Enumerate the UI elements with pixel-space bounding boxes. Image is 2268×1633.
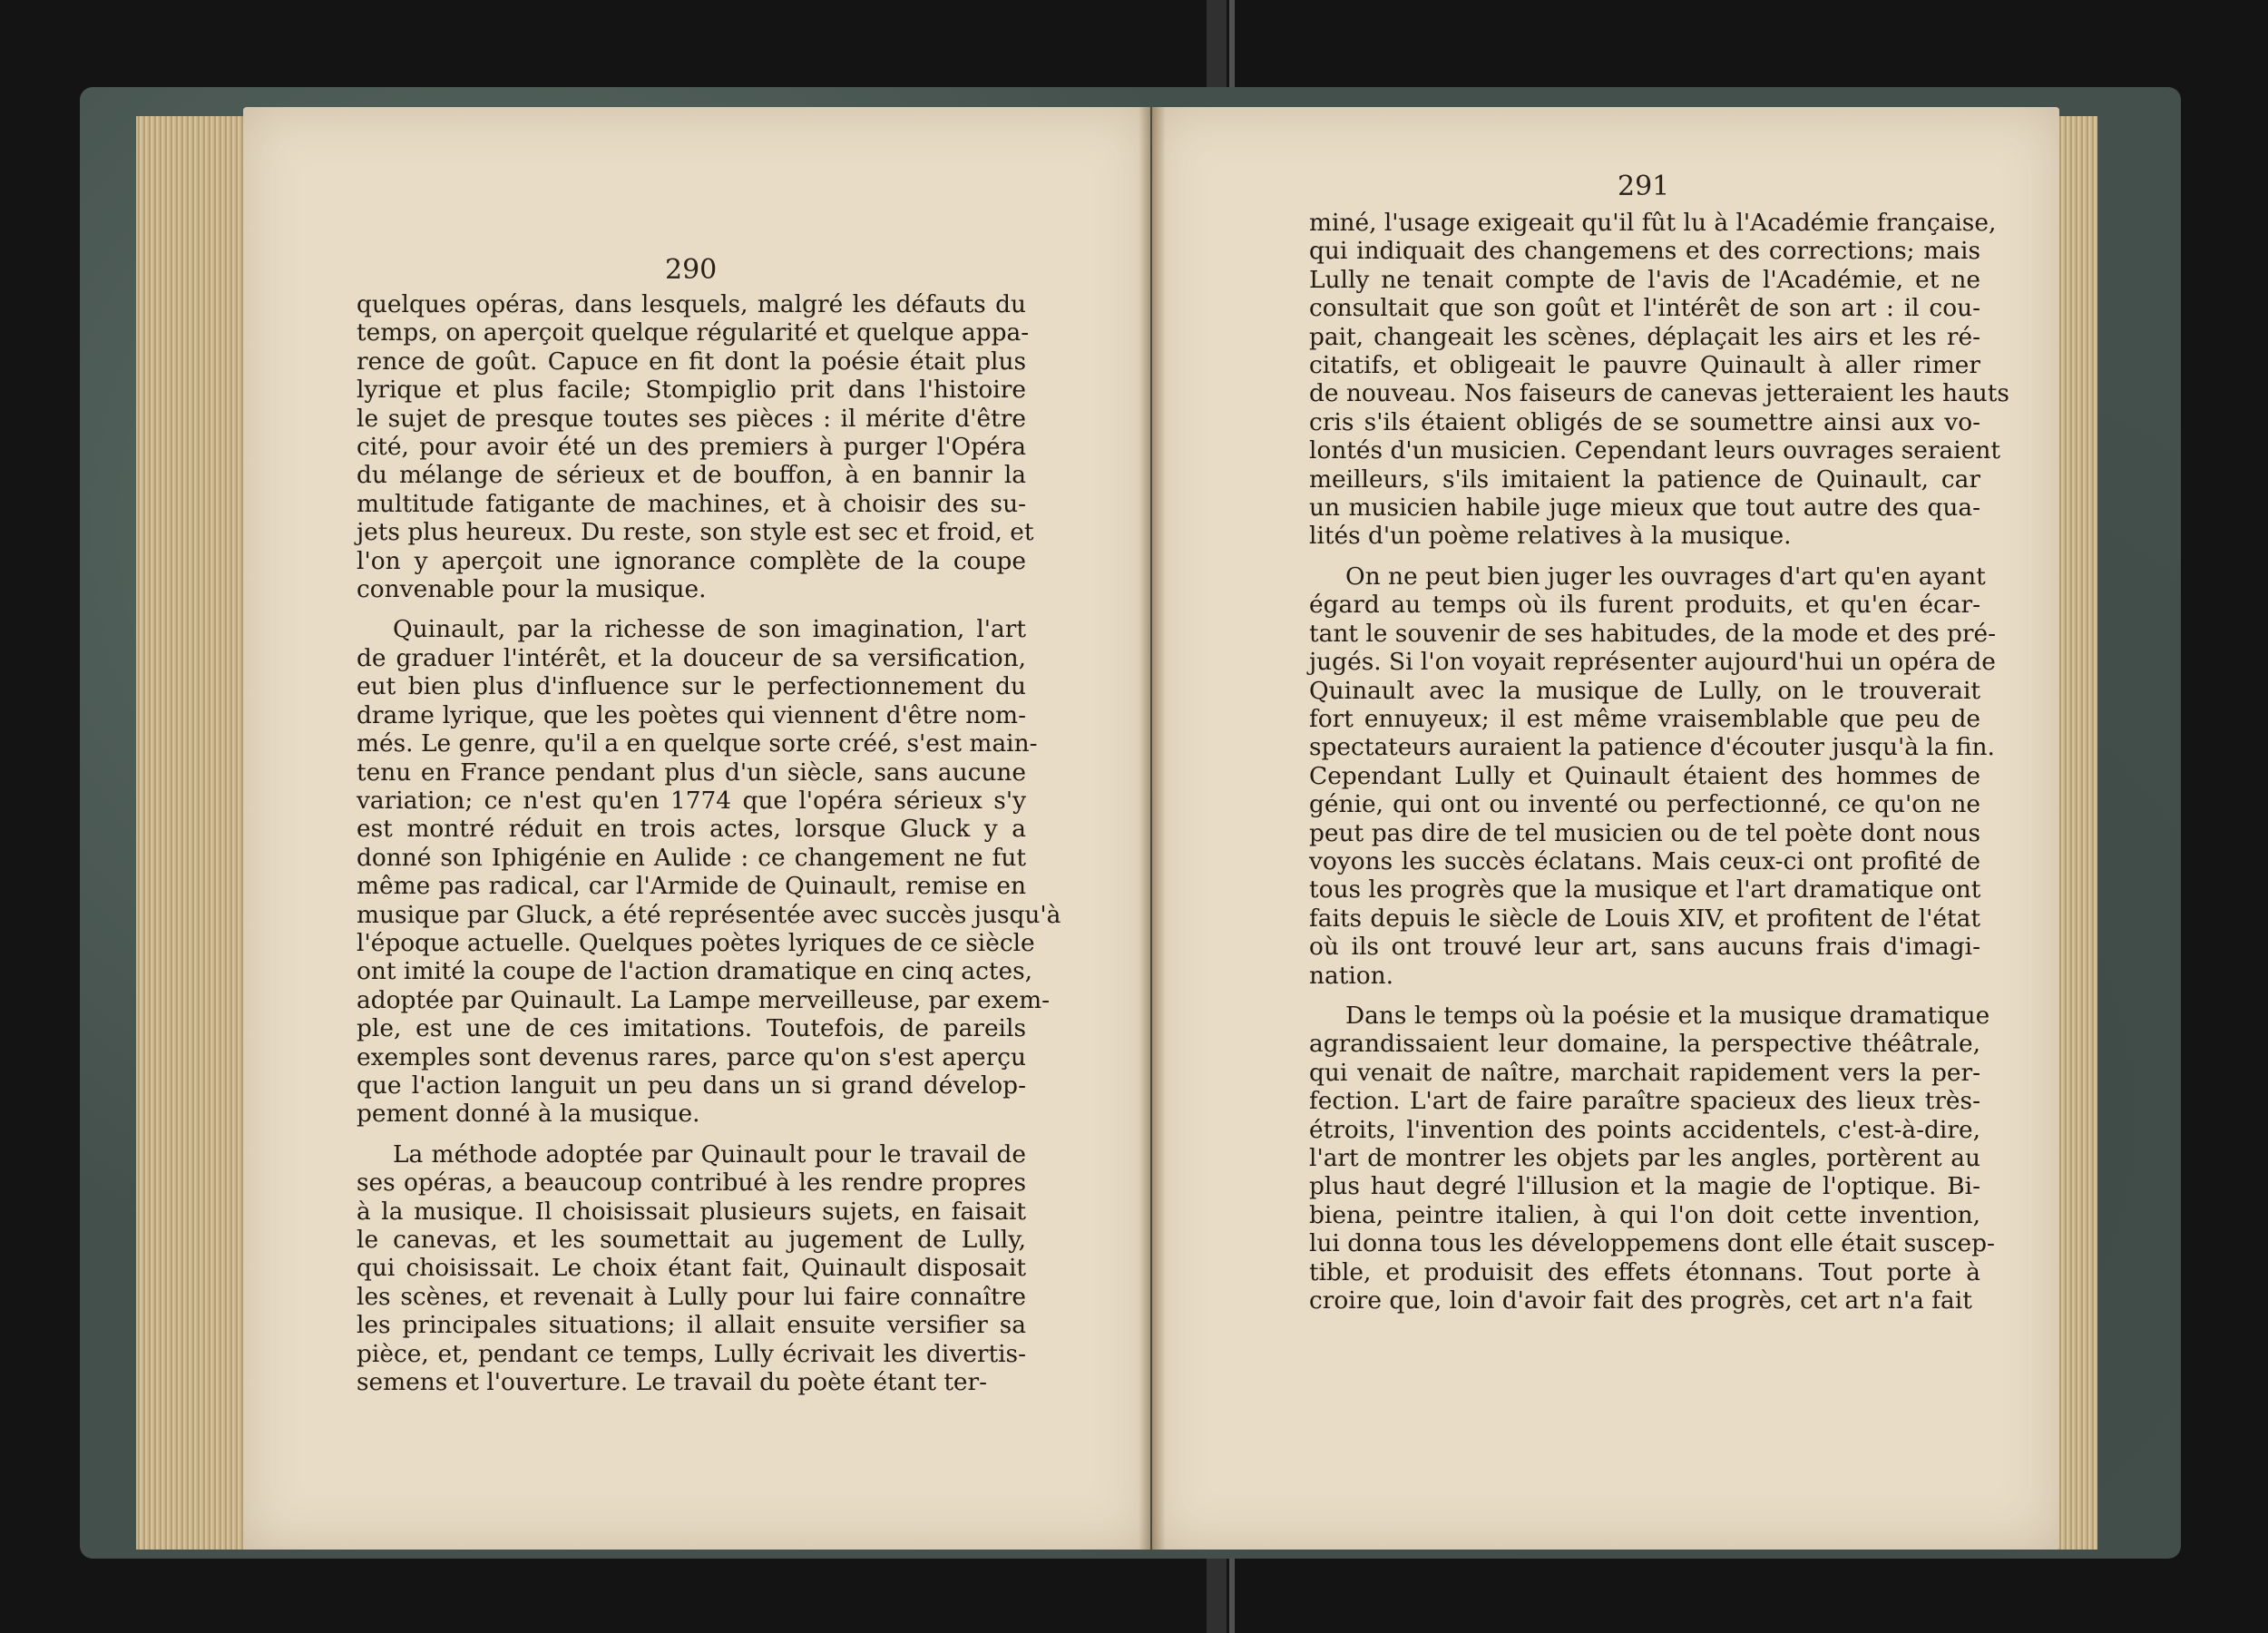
paragraph-gap bbox=[1309, 990, 1980, 1002]
text-line: tible, et produisit des effets étonnans. Tout porte à bbox=[1309, 1257, 1980, 1286]
left-page-number: 290 bbox=[665, 254, 718, 286]
text-line: un musicien habile juge mieux que tout autre des qua- bbox=[1309, 494, 1980, 523]
text-line: convenable pour la musique. bbox=[357, 575, 707, 604]
text-line: ont imité la coupe de l'action dramatique en cinq actes, bbox=[357, 957, 1033, 986]
text-line: cris s'ils étaient obligés de se soumettre ainsi aux vo- bbox=[1309, 407, 1980, 436]
text-line: quelques opéras, dans lesquels, malgré les défauts du bbox=[357, 290, 1026, 318]
text-line: croire que, loin d'avoir fait des progrès, cet art n'a fait bbox=[1309, 1286, 1972, 1315]
text-line: eut bien plus d'influence sur le perfectionnement du bbox=[357, 672, 1026, 701]
paragraph-gap bbox=[357, 603, 1026, 615]
text-line: peut pas dire de tel musicien ou de tel poète dont nous bbox=[1309, 818, 1980, 847]
text-line: le sujet de presque toutes ses pièces : il mérite d'être bbox=[357, 404, 1026, 433]
text-line: l'art de montrer les objets par les angles, portèrent au bbox=[1309, 1144, 1980, 1172]
text-line: étroits, l'invention des points accidentels, c'est-à-dire, bbox=[1309, 1115, 1980, 1144]
text-line: multitude fatigante de machines, et à choisir des su- bbox=[357, 489, 1026, 518]
text-line: de graduer l'intérêt, et la douceur de sa versification, bbox=[357, 643, 1026, 672]
text-line: temps, on aperçoit quelque régularité et quelque appa- bbox=[357, 318, 1030, 347]
text-line: de nouveau. Nos faiseurs de canevas jetteraient les hauts bbox=[1309, 379, 2009, 408]
text-line: l'on y aperçoit une ignorance complète de la coupe bbox=[357, 546, 1026, 575]
text-line: Dans le temps où la poésie et la musique dramatique bbox=[1345, 1001, 1990, 1030]
text-line: adoptée par Quinault. La Lampe merveilleuse, par exem- bbox=[357, 985, 1051, 1014]
paragraph bbox=[1309, 562, 1997, 990]
text-line: Lully ne tenait compte de l'avis de l'Académie, et ne bbox=[1309, 265, 1980, 294]
text-line: fection. L'art de faire paraître spacieux des lieux très- bbox=[1309, 1087, 1980, 1116]
text-line: où ils ont trouvé leur art, sans aucuns frais d'imagi- bbox=[1309, 933, 1980, 962]
text-line: cité, pour avoir été un des premiers à purger l'Opéra bbox=[357, 433, 1026, 462]
text-line: tous les progrès que la musique et l'art dramatique ont bbox=[1309, 875, 1981, 905]
text-line: Cependant Lully et Quinault étaient des hommes de bbox=[1309, 761, 1980, 790]
text-line: meilleurs, s'ils imitaient la patience de Quinault, car bbox=[1309, 464, 1980, 494]
text-line: voyons les succès éclatans. Mais ceux-ci ont profité de bbox=[1309, 846, 1980, 875]
text-line: à la musique. Il choisissait plusieurs sujets, en faisait bbox=[357, 1197, 1026, 1226]
paragraph bbox=[1309, 1001, 1995, 1315]
text-line: l'époque actuelle. Quelques poètes lyriques de ce siècle bbox=[357, 928, 1035, 957]
text-line: lontés d'un musicien. Cependant leurs ouvrages seraient bbox=[1309, 436, 2000, 465]
paragraph-gap bbox=[1309, 551, 1980, 562]
text-line: jets plus heureux. Du reste, son style est sec et froid, et bbox=[357, 518, 1034, 547]
text-line: plus haut degré l'illusion et la magie de l'optique. Bi- bbox=[1309, 1172, 1980, 1201]
text-line: semens et l'ouverture. Le travail du poète étant ter- bbox=[357, 1368, 988, 1397]
text-line: consultait que son goût et l'intérêt de son art : il cou- bbox=[1309, 294, 1980, 323]
text-line: égard au temps où ils furent produits, et qu'en écar- bbox=[1309, 591, 1980, 620]
text-line: spectateurs auraient la patience d'écouter jusqu'à la fin. bbox=[1309, 733, 1995, 762]
text-line: més. Le genre, qu'il a en quelque sorte créé, s'est main- bbox=[357, 729, 1038, 758]
text-line: exemples sont devenus rares, parce qu'on s'est aperçu bbox=[357, 1042, 1026, 1071]
text-line: est montré réduit en trois actes, lorsque Gluck y a bbox=[357, 815, 1026, 844]
text-line: variation; ce n'est qu'en 1774 que l'opéra sérieux s'y bbox=[357, 786, 1026, 815]
paragraph bbox=[357, 1140, 1026, 1397]
text-line: qui choisissait. Le choix étant fait, Quinault disposait bbox=[357, 1254, 1026, 1283]
text-line: drame lyrique, que les poètes qui viennent d'être nom- bbox=[357, 700, 1026, 729]
text-line: qui venait de naître, marchait rapidement vers la per- bbox=[1309, 1058, 1980, 1087]
paragraph bbox=[357, 615, 1061, 1129]
right-page-text bbox=[1309, 209, 2009, 1315]
text-line: même pas radical, car l'Armide de Quinault, remise en bbox=[357, 872, 1026, 901]
text-line: que l'action languit un peu dans un si grand dévelop- bbox=[357, 1071, 1026, 1100]
text-line: les principales situations; il allait ensuite versifier sa bbox=[357, 1311, 1026, 1340]
text-line: tenu en France pendant plus d'un siècle, sans aucune bbox=[357, 758, 1026, 787]
text-line: La méthode adoptée par Quinault pour le travail de bbox=[393, 1139, 1026, 1169]
right-page-number: 291 bbox=[1618, 171, 1670, 202]
text-line: miné, l'usage exigeait qu'il fût lu à l'Académie française, bbox=[1309, 209, 1997, 237]
text-line: musique par Gluck, a été représentée avec succès jusqu'à bbox=[357, 900, 1061, 929]
paragraph bbox=[1309, 209, 2009, 551]
text-line: Quinault, par la richesse de son imagination, l'art bbox=[393, 615, 1026, 644]
text-line: ses opéras, a beaucoup contribué à les rendre propres bbox=[357, 1169, 1026, 1198]
text-line: On ne peut bien juger les ouvrages d'art qu'en ayant bbox=[1345, 562, 1986, 591]
book-gutter bbox=[1139, 107, 1166, 1550]
text-line: rence de goût. Capuce en fit dont la poésie était plus bbox=[357, 347, 1026, 376]
left-page-edges bbox=[136, 116, 249, 1550]
text-line: nation. bbox=[1309, 961, 1394, 990]
text-line: du mélange de sérieux et de bouffon, à en bannir la bbox=[357, 461, 1026, 490]
text-line: agrandissaient leur domaine, la perspective théâtrale, bbox=[1309, 1030, 1980, 1059]
text-line: pement donné à la musique. bbox=[357, 1100, 700, 1129]
text-line: fort ennuyeux; il est même vraisemblable que peu de bbox=[1309, 704, 1980, 733]
text-line: les scènes, et revenait à Lully pour lui faire connaître bbox=[357, 1282, 1026, 1311]
text-line: lui donna tous les développemens dont elle était suscep- bbox=[1309, 1229, 1995, 1258]
text-line: jugés. Si l'on voyait représenter aujourd'hui un opéra de bbox=[1309, 648, 1996, 677]
paragraph-gap bbox=[357, 1129, 1026, 1140]
text-line: lyrique et plus facile; Stompiglio prit dans l'histoire bbox=[357, 376, 1026, 405]
text-line: génie, qui ont ou inventé ou perfectionné, ce qu'on ne bbox=[1309, 790, 1980, 819]
text-line: biena, peintre italien, à qui l'on doit cette invention, bbox=[1309, 1200, 1980, 1229]
text-line: Quinault avec la musique de Lully, on le trouverait bbox=[1309, 676, 1980, 705]
text-line: ple, est une de ces imitations. Toutefois, de pareils bbox=[357, 1014, 1026, 1043]
paragraph bbox=[357, 290, 1034, 604]
text-line: faits depuis le siècle de Louis XIV, et profitent de l'état bbox=[1309, 904, 1980, 933]
text-line: le canevas, et les soumettait au jugement de Lully, bbox=[357, 1226, 1026, 1254]
text-line: pièce, et, pendant ce temps, Lully écrivait les divertis- bbox=[357, 1339, 1026, 1368]
text-line: pait, changeait les scènes, déplaçait les airs et les ré- bbox=[1309, 322, 1980, 351]
text-line: citatifs, et obligeait le pauvre Quinault à aller rimer bbox=[1309, 351, 1980, 380]
left-page-text bbox=[357, 290, 1061, 1397]
text-line: tant le souvenir de ses habitudes, de la mode et des pré- bbox=[1309, 619, 1997, 648]
text-line: donné son Iphigénie en Aulide : ce changement ne fut bbox=[357, 843, 1026, 872]
text-line: qui indiquait des changemens et des corrections; mais bbox=[1309, 237, 1980, 266]
text-line: lités d'un poème relatives à la musique. bbox=[1309, 522, 1792, 551]
